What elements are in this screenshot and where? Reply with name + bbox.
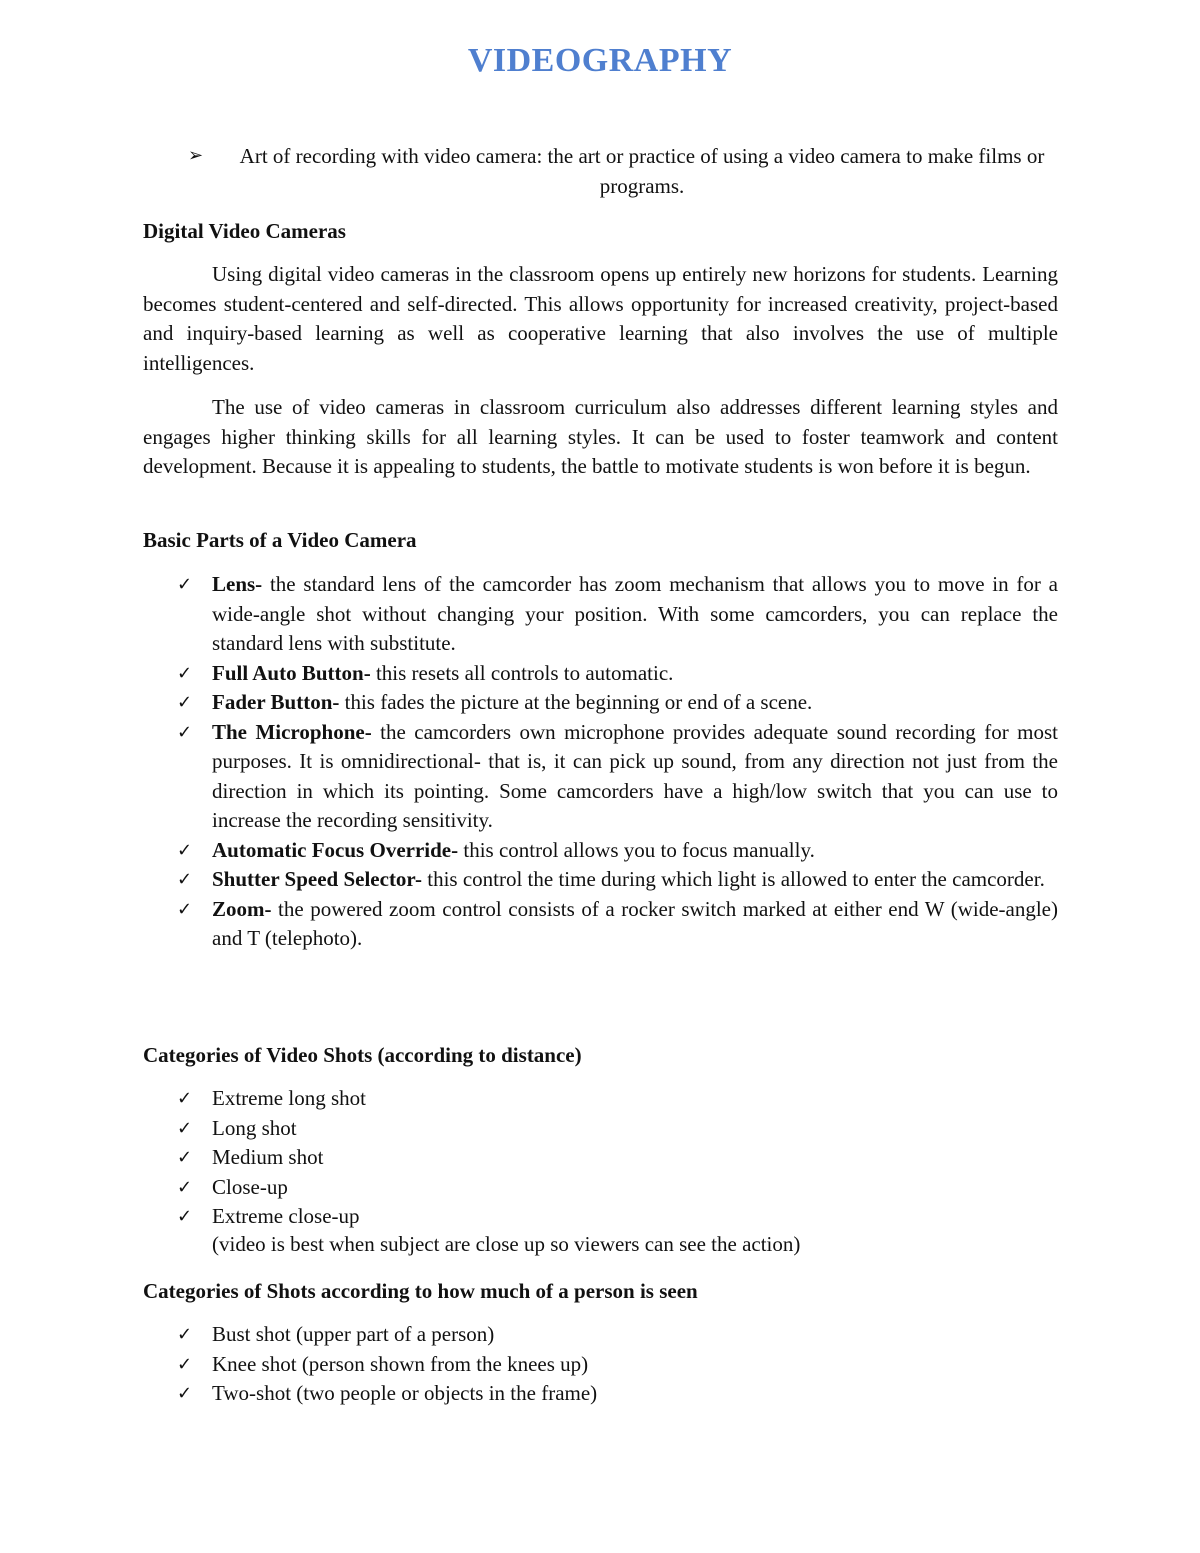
list-item <box>143 718 1058 836</box>
check-mark-icon: ✓ <box>177 869 193 890</box>
list-item <box>143 1202 1058 1232</box>
distance-note: (video is best when subject are close up so viewers can see the action) <box>212 1232 801 1256</box>
part-term: Full Auto Button- <box>212 660 371 685</box>
list-item <box>143 1173 1058 1203</box>
intro-text: Art of recording with video camera: the art or practice of using a video camera to make films or programs. <box>239 144 1045 198</box>
check-mark-icon: ✓ <box>177 1383 193 1404</box>
check-mark-icon: ✓ <box>177 839 193 861</box>
check-mark-icon: ✓ <box>177 898 193 920</box>
part-description: this resets all controls to automatic. <box>370 660 674 685</box>
paragraph-digital-1: Using digital video cameras in the classroom opens up entirely new horizons for students. Learning becomes student-centered and self-directed. This allows opportunity for increased creativity, project-based and inquiry-based learning as well as cooperative learning that also involves the use of multiple intelligences. <box>143 262 1058 375</box>
list-item <box>143 570 1058 659</box>
list-item <box>143 1084 1058 1114</box>
list-item <box>143 836 1058 866</box>
intro-bullet <box>188 141 1058 201</box>
shot-label: Bust shot (upper part of a person) <box>212 1322 495 1346</box>
check-mark-icon: ✓ <box>177 721 193 743</box>
list-item <box>143 688 1058 718</box>
shot-label: Medium shot <box>212 1145 324 1169</box>
list-item <box>143 1114 1058 1144</box>
check-mark-icon: ✓ <box>177 1206 193 1227</box>
part-description: the camcorders own microphone provides adequate sound recording for most purposes. It is omnidirectional- that is, it can pick up sound, from any direction not just from the direction in which its pointing. Some camcorders have a high/low switch that you can use to increase the recording sensitivity. <box>212 719 1058 832</box>
heading-shots-distance: Categories of Video Shots (according to distance) <box>143 1043 582 1067</box>
check-mark-icon: ✓ <box>177 1117 193 1139</box>
shot-label: Knee shot (person shown from the knees up) <box>212 1351 589 1376</box>
shot-label: Long shot <box>212 1115 297 1140</box>
list-item <box>143 895 1058 954</box>
heading-digital-video-cameras: Digital Video Cameras <box>143 219 346 243</box>
list-item <box>143 659 1058 689</box>
shot-label: Extreme close-up <box>212 1204 360 1228</box>
list-item <box>143 1143 1058 1173</box>
heading-basic-parts: Basic Parts of a Video Camera <box>143 528 417 552</box>
person-list <box>143 1320 1058 1409</box>
list-item <box>143 865 1058 895</box>
check-mark-icon: ✓ <box>177 1353 193 1375</box>
part-description: this control allows you to focus manually. <box>458 837 815 862</box>
distance-list <box>143 1084 1058 1232</box>
check-mark-icon: ✓ <box>177 1176 193 1198</box>
part-term: Lens- <box>212 572 263 596</box>
part-description: the powered zoom control consists of a rocker switch marked at either end W (wide-angle) and T (telephoto). <box>212 896 1058 950</box>
part-term: Automatic Focus Override- <box>212 837 459 862</box>
check-mark-icon: ✓ <box>177 1088 193 1109</box>
part-term: Fader Button- <box>212 690 340 714</box>
check-mark-icon: ✓ <box>177 1147 193 1168</box>
shot-label: Extreme long shot <box>212 1086 366 1110</box>
check-mark-icon: ✓ <box>177 1324 193 1345</box>
part-description: the standard lens of the camcorder has zoom mechanism that allows you to move in for a wide-angle shot without changing your position. With some camcorders, you can replace the standard lens with substitute. <box>212 572 1058 655</box>
paragraph-digital-2: The use of video cameras in classroom curriculum also addresses different learning styles and engages higher thinking skills for all learning styles. It can be used to foster teamwork and content development. Because it is appealing to students, the battle to motivate students is won before it is begun. <box>143 395 1058 478</box>
check-mark-icon: ✓ <box>177 574 193 595</box>
list-item <box>143 1320 1058 1350</box>
part-term: The Microphone- <box>212 719 372 744</box>
parts-list <box>143 570 1058 954</box>
arrow-bullet-icon: ➢ <box>188 145 204 166</box>
check-mark-icon: ✓ <box>177 662 193 684</box>
part-term: Shutter Speed Selector- <box>212 867 422 891</box>
list-item <box>143 1379 1058 1409</box>
check-mark-icon: ✓ <box>177 692 193 713</box>
part-description: this fades the picture at the beginning or end of a scene. <box>339 690 813 714</box>
shot-label: Close-up <box>212 1174 288 1199</box>
part-description: this control the time during which light is allowed to enter the camcorder. <box>421 867 1045 891</box>
list-item <box>143 1350 1058 1380</box>
shot-label: Two-shot (two people or objects in the frame) <box>212 1381 598 1405</box>
part-term: Zoom- <box>212 896 272 921</box>
heading-shots-person: Categories of Shots according to how much of a person is seen <box>143 1279 698 1303</box>
page-title: VIDEOGRAPHY <box>467 42 733 79</box>
